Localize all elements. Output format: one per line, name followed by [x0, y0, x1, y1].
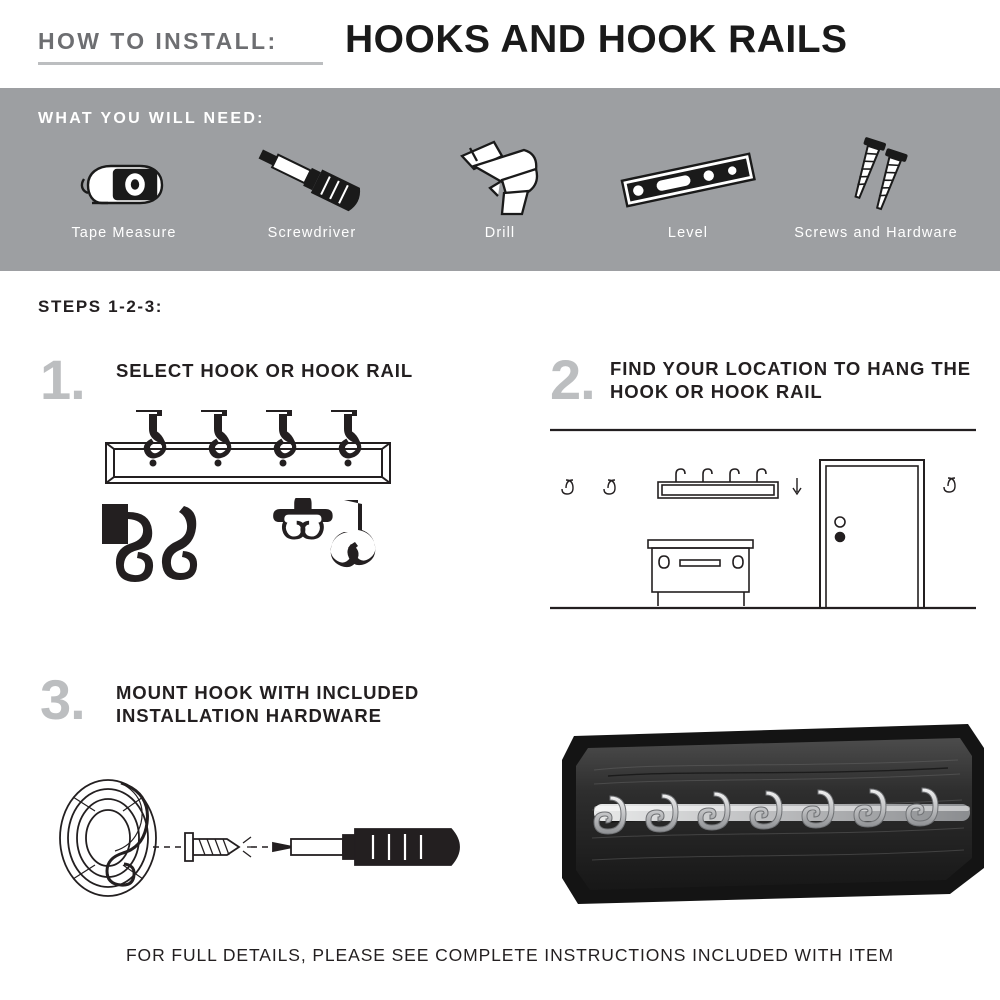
- level-icon: [613, 136, 763, 222]
- product-photo: [548, 718, 988, 918]
- header-eyebrow: HOW TO INSTALL:: [38, 28, 278, 54]
- hook-styles-illustration: [98, 498, 408, 593]
- step-number: 3.: [40, 668, 85, 731]
- step-title: FIND YOUR LOCATION TO HANG THE HOOK OR HOOK RAIL: [610, 358, 972, 402]
- steps-heading: STEPS 1-2-3:: [38, 297, 164, 316]
- tools-row: [30, 136, 970, 261]
- header-divider: [38, 62, 323, 65]
- step-3: [38, 668, 508, 928]
- tools-section: [0, 88, 1000, 271]
- mounting-illustration: [33, 763, 493, 918]
- page-title: HOOKS AND HOOK RAILS: [345, 18, 848, 61]
- drill-icon: [444, 136, 556, 222]
- step-1: [38, 348, 518, 628]
- tape-measure-icon: [78, 136, 170, 222]
- tool-label: Screws and Hardware: [794, 225, 958, 241]
- screws-icon: [831, 136, 921, 222]
- page-header: [0, 0, 1000, 88]
- tool-item-level: [594, 136, 782, 242]
- tool-item-drill: [406, 136, 594, 242]
- footer-note: FOR FULL DETAILS, PLEASE SEE COMPLETE INSTRUCTIONS INCLUDED WITH ITEM: [125, 945, 895, 965]
- step-2: [548, 348, 978, 648]
- room-location-illustration: [548, 420, 978, 635]
- step-title: SELECT HOOK OR HOOK RAIL: [116, 360, 414, 381]
- step-number: 1.: [40, 348, 85, 411]
- tool-item-screwdriver: [218, 136, 406, 242]
- tool-label: Tape Measure: [71, 225, 177, 241]
- tools-section-title: WHAT YOU WILL NEED:: [38, 110, 265, 127]
- step-number: 2.: [550, 348, 595, 411]
- tool-label: Drill: [484, 225, 516, 241]
- hook-rail-illustration: [98, 403, 398, 498]
- tool-item-screws-hardware: [782, 136, 970, 242]
- screwdriver-icon: [247, 136, 377, 222]
- step-title: MOUNT HOOK WITH INCLUDED INSTALLATION HARDWARE: [116, 682, 420, 726]
- tool-label: Level: [667, 225, 709, 241]
- tool-item-tape-measure: [30, 136, 218, 242]
- tool-label: Screwdriver: [267, 225, 357, 241]
